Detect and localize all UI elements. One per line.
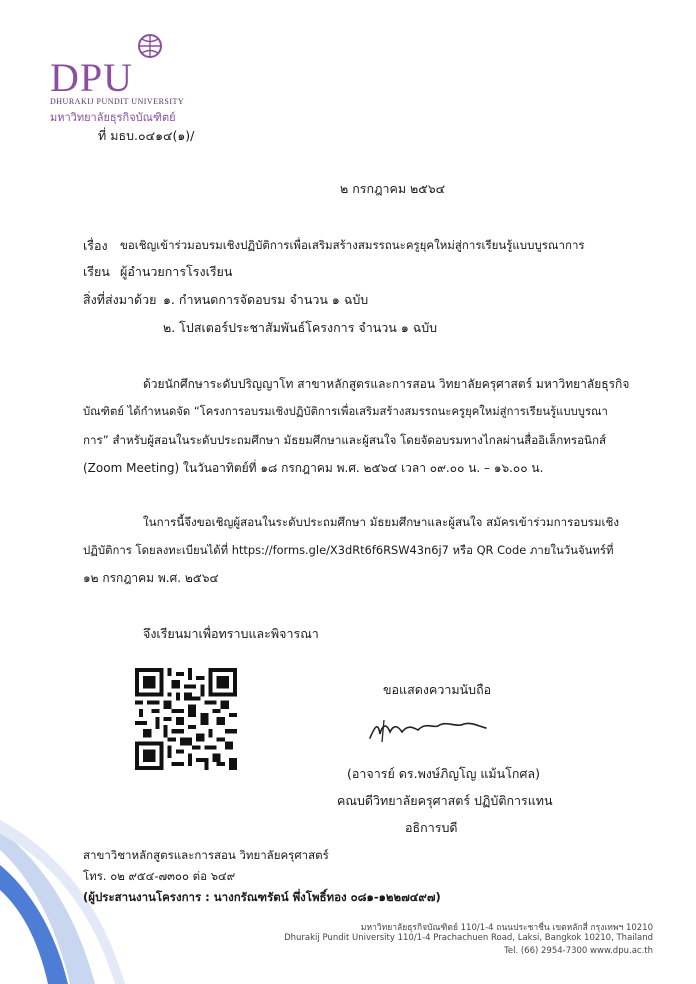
to-label: เรียน: [83, 264, 110, 279]
paragraph-line: ปฏิบัติการ โดยลงทะเบียนได้ที่ https://forms.gle/X3dRt6f6RSW43n6j7 หรือ QR Code ภายในวันจันทร์ที่: [83, 543, 614, 557]
enclosure-item: ๑. กำหนดการจัดอบรม จำนวน ๑ ฉบับ: [163, 292, 369, 307]
signature-icon: [360, 708, 500, 748]
contact-phone: โทร. ๐๒ ๙๕๔-๗๓๐๐ ต่อ ๖๔๙: [83, 869, 236, 883]
qr-code-icon[interactable]: [135, 668, 237, 770]
footer-contact: Tel. (66) 2954-7300 www.dpu.ac.th: [504, 946, 653, 956]
footer-address-thai: มหาวิทยาลัยธุรกิจบัณฑิตย์ 110/1-4 ถนนประชาชื่น เขตหลักสี่ กรุงเทพฯ 10210: [360, 923, 653, 933]
paragraph-line: บัณฑิตย์ ได้กำหนดจัด “โครงการอบรมเชิงปฏิบัติการเพื่อเสริมสร้างสมรรถนะครูยุคใหม่สู่การเรียนรู้แบบบูรณา: [83, 405, 608, 418]
logo-english-name: DHURAKIJ PUNDIT UNIVERSITY: [50, 97, 185, 106]
reference-number: ที่ มธบ.๐๔๑๔(๑)/: [98, 128, 195, 143]
paragraph-line: การ” สำหรับผู้สอนในระดับประถมศึกษา มัธยมศึกษาและผู้สนใจ โดยจัดอบรมทางไกลผ่านสื่ออิเล็กทรอนิกส์: [83, 433, 607, 447]
paragraph-line: ด้วยนักศึกษาระดับปริญญาโท สาขาหลักสูตรและการสอน วิทยาลัยครุศาสตร์ มหาวิทยาลัยธุรกิจ: [143, 377, 630, 391]
closing-request: จึงเรียนมาเพื่อทราบและพิจารณา: [143, 626, 319, 641]
signer-name: (อาจารย์ ดร.พงษ์ภิญโญ แม้นโกศล): [347, 766, 540, 781]
subject-text: ขอเชิญเข้าร่วมอบรมเชิงปฏิบัติการเพื่อเสริมสร้างสมรรถนะครูยุคใหม่สู่การเรียนรู้แบบบูรณาการ: [120, 238, 585, 252]
sign-off: ขอแสดงความนับถือ: [383, 682, 492, 697]
enclosure-item: ๒. โปสเตอร์ประชาสัมพันธ์โครงการ จำนวน ๑ ฉบับ: [163, 320, 438, 335]
paragraph-line: ในการนี้จึงขอเชิญผู้สอนในระดับประถมศึกษา มัธยมศึกษาและผู้สนใจ สมัครเข้าร่วมการอบรมเชิง: [143, 515, 620, 529]
logo-thai-name: มหาวิทยาลัยธุรกิจบัณฑิตย์: [50, 111, 176, 124]
body-paragraph-1: [83, 370, 630, 482]
dpu-globe-logo-icon: [136, 32, 164, 60]
body-paragraph-2: [83, 508, 620, 592]
paragraph-line: ๑๒ กรกฎาคม พ.ศ. ๒๕๖๔: [83, 571, 219, 585]
logo-wordmark: DPU: [50, 55, 134, 100]
contact-department: สาขาวิชาหลักสูตรและการสอน วิทยาลัยครุศาสตร์: [83, 848, 329, 862]
contact-coordinator: (ผู้ประสานงานโครงการ : นางกรัณฑรัตน์ พึ่งโพธิ์ทอง ๐๘๑-๑๒๒๗๔๙๗): [83, 890, 441, 904]
signer-role: อธิการบดี: [405, 820, 458, 835]
paragraph-line: (Zoom Meeting) ในวันอาทิตย์ที่ ๑๘ กรกฎาคม พ.ศ. ๒๕๖๔ เวลา ๐๙.๐๐ น. – ๑๖.๐๐ น.: [83, 461, 544, 475]
letter-date: ๒ กรกฎาคม ๒๕๖๔: [340, 181, 446, 196]
footer-address-english: Dhurakij Pundit University 110/1-4 Prachachuen Road, Laksi, Bangkok 10210, Thailand: [284, 933, 653, 943]
enclosure-label: สิ่งที่ส่งมาด้วย: [83, 292, 157, 307]
signer-title: คณบดีวิทยาลัยครุศาสตร์ ปฏิบัติการแทน: [337, 793, 553, 808]
subject-label: เรื่อง: [83, 238, 108, 253]
to-recipient: ผู้อำนวยการโรงเรียน: [120, 264, 233, 279]
